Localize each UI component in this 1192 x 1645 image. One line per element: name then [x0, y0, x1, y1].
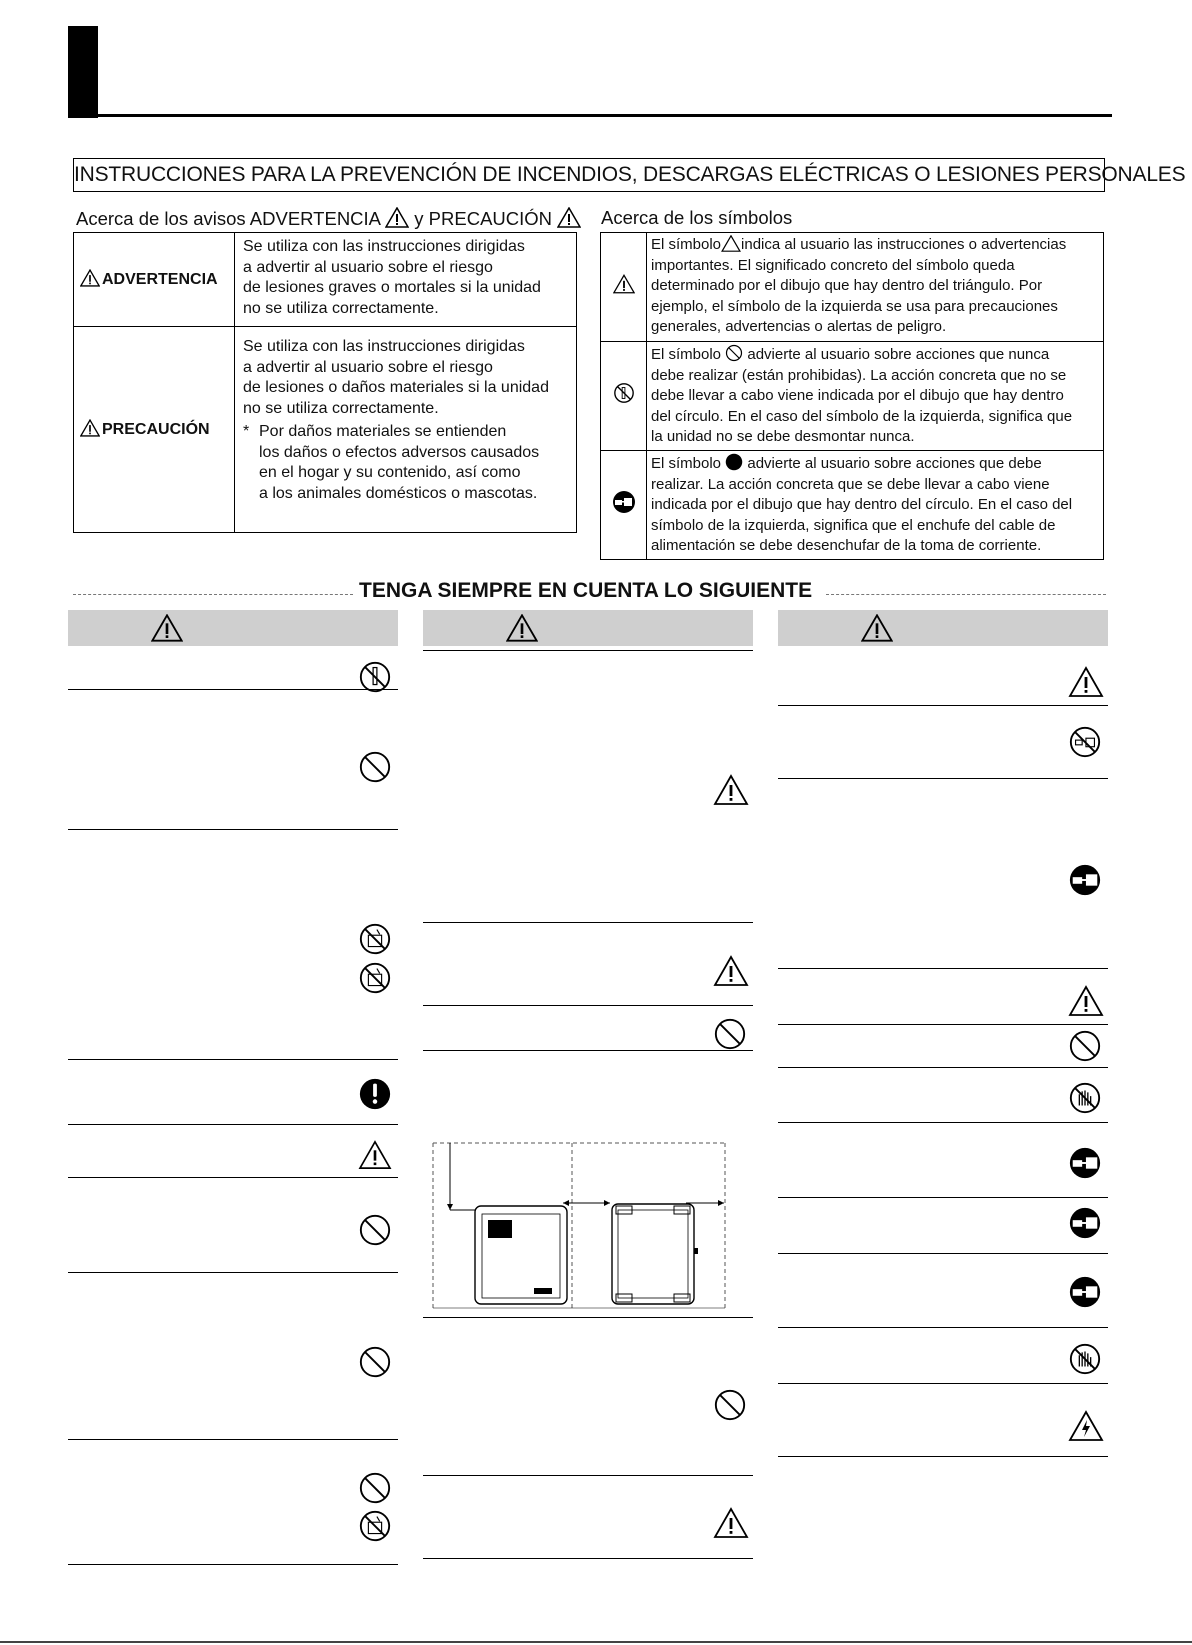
unplug-icon	[612, 490, 636, 514]
row-divider	[778, 968, 1108, 969]
caution-text-line: no se utiliza correctamente.	[243, 399, 439, 417]
row-divider	[778, 1197, 1108, 1198]
warning-triangle-icon	[713, 1507, 749, 1539]
row-divider	[68, 689, 398, 690]
sym-pre: El símbolo	[651, 455, 722, 472]
notices-heading-mid: y PRECAUCIÓN	[414, 208, 553, 229]
no-disassemble-icon	[358, 660, 392, 694]
header-rule	[68, 114, 1112, 117]
row-divider	[778, 1067, 1108, 1068]
row-divider	[423, 650, 753, 651]
caution-text-line: a advertir al usuario sobre el riesgo	[243, 358, 493, 376]
prohibited-icon	[358, 1471, 392, 1505]
row-divider	[423, 922, 753, 923]
row-divider	[68, 1564, 398, 1565]
no-wet-hands-icon	[1068, 1081, 1102, 1115]
prohibited-icon	[713, 1017, 747, 1051]
warning-triangle-icon	[713, 955, 749, 987]
notices-heading-pre: Acerca de los avisos ADVERTENCIA	[76, 208, 381, 229]
warning-triangle-icon	[80, 269, 100, 287]
warning-label: ADVERTENCIA	[102, 270, 218, 288]
caution-triangle-icon	[557, 207, 581, 228]
sym-line: debe llevar a cabo viene indicada por el dibujo que hay dentro	[651, 387, 1064, 405]
row-divider	[778, 1383, 1108, 1384]
sym-line: símbolo de la izquierda, significa que el enchufe del cable de	[651, 516, 1056, 534]
warning-triangle-icon	[861, 614, 893, 642]
sym-line: realizar. La acción concreta que se debe llevar a cabo viene	[651, 475, 1050, 493]
sym-pre: El símbolo	[651, 236, 722, 253]
caution-label-cell	[74, 327, 235, 533]
row-divider	[778, 705, 1108, 706]
triangle-outline-icon	[721, 235, 741, 252]
dashed-rule-right	[826, 594, 1106, 595]
row-divider	[778, 1456, 1108, 1457]
prohibited-icon	[358, 1345, 392, 1379]
row-divider	[68, 1059, 398, 1060]
sym-post: advierte al usuario sobre acciones que debe	[747, 455, 1042, 472]
caution-text	[235, 327, 577, 533]
no-water-icon	[358, 1509, 392, 1543]
sym-line: la unidad no se debe desmontar nunca.	[651, 428, 915, 446]
sym-line: del círculo. En el caso del símbolo de la izquierda, significa que	[651, 407, 1073, 425]
sym-line: indicada por el dibujo que hay dentro del círculo. En el caso del	[651, 496, 1073, 514]
sym-line: alimentación se debe desenchufar de la toma de corriente.	[651, 537, 1042, 555]
warning-triangle-icon	[1068, 666, 1104, 698]
symbol-icon-cell	[601, 451, 647, 560]
sym-pre: El símbolo	[651, 346, 722, 363]
note-star: *	[243, 423, 250, 440]
warning-label-cell	[74, 233, 235, 327]
caution-note-line: a los animales domésticos o mascotas.	[259, 484, 538, 502]
notices-table	[73, 232, 577, 533]
row-divider	[68, 829, 398, 830]
no-wet-hands-icon	[1068, 1342, 1102, 1376]
clearance-diagram	[430, 1138, 730, 1313]
warning-triangle-icon	[506, 614, 538, 642]
symbol-icon-cell	[601, 233, 647, 342]
no-unplug-wet-icon	[1068, 725, 1102, 759]
prohibited-outline-icon	[725, 344, 743, 362]
mandatory-icon	[358, 1077, 392, 1111]
warning-triangle-icon	[713, 774, 749, 806]
row-divider	[423, 1050, 753, 1051]
prohibited-icon	[713, 1388, 747, 1422]
row-divider	[68, 1272, 398, 1273]
row-divider	[778, 778, 1108, 779]
sym-line: importantes. El significado concreto del símbolo queda	[651, 256, 1015, 274]
warning-triangle-icon	[1068, 985, 1104, 1017]
warning-triangle-icon	[385, 207, 409, 228]
sym-line: generales, advertencias o alertas de peligro.	[651, 318, 947, 336]
no-water-icon	[358, 961, 392, 995]
symbol-prohibited-text	[647, 342, 1104, 451]
row-divider	[68, 1439, 398, 1440]
unplug-icon	[1068, 1206, 1102, 1240]
unplug-icon	[1068, 1146, 1102, 1180]
row-divider	[778, 1024, 1108, 1025]
dashed-rule-left	[73, 594, 353, 595]
main-title: INSTRUCCIONES PARA LA PREVENCIÓN DE INCENDIOS, DESCARGAS ELÉCTRICAS O LESIONES PERSONALES	[73, 158, 1105, 192]
row-divider	[68, 1177, 398, 1178]
row-divider	[778, 1253, 1108, 1254]
prohibited-icon	[358, 1213, 392, 1247]
no-disassemble-icon	[613, 382, 635, 404]
page-bottom-edge	[0, 1641, 1192, 1643]
row-divider	[778, 1327, 1108, 1328]
row-divider	[423, 1475, 753, 1476]
mandatory-filled-icon	[725, 453, 743, 471]
symbols-heading: Acerca de los símbolos	[601, 207, 793, 228]
row-divider	[423, 1317, 753, 1318]
sym-post: advierte al usuario sobre acciones que nunca	[747, 346, 1050, 363]
notices-heading	[76, 207, 581, 230]
caution-note-line: en el hogar y su contenido, así como	[259, 464, 521, 481]
sym-line: ejemplo, el símbolo de la izquierda se usa para precauciones	[651, 297, 1058, 315]
warning-triangle-icon	[358, 1140, 392, 1170]
always-title: TENGA SIEMPRE EN CUENTA LO SIGUIENTE	[359, 579, 813, 602]
no-water-icon	[358, 922, 392, 956]
prohibited-icon	[1068, 1029, 1102, 1063]
row-divider	[423, 1558, 753, 1559]
symbol-icon-cell	[601, 342, 647, 451]
prohibited-icon	[358, 750, 392, 784]
column-header-2	[423, 610, 753, 646]
caution-text-line: de lesiones o daños materiales si la unidad	[243, 379, 549, 396]
symbol-mandatory-text	[647, 451, 1104, 560]
sym-line: debe realizar (están prohibidas). La acción concreta que no se	[651, 366, 1067, 384]
electric-shock-icon	[1068, 1410, 1104, 1442]
symbols-table	[600, 232, 1104, 560]
warning-text-line: no se utiliza correctamente.	[243, 299, 439, 317]
caution-text-line: Se utiliza con las instrucciones dirigidas	[243, 338, 525, 355]
warning-triangle-icon	[613, 274, 635, 294]
unplug-icon	[1068, 1275, 1102, 1309]
warning-text-line: a advertir al usuario sobre el riesgo	[243, 258, 493, 276]
caution-note-line: los daños o efectos adversos causados	[259, 443, 540, 461]
row-divider	[423, 1005, 753, 1006]
sym-line: determinado por el dibujo que hay dentro del triángulo. Por	[651, 277, 1043, 295]
warning-text-line: de lesiones graves o mortales si la unidad	[243, 279, 541, 296]
caution-note-line: Por daños materiales se entienden	[259, 423, 507, 440]
warning-text	[235, 233, 577, 327]
column-header-1	[68, 610, 398, 646]
sym-post: indica al usuario las instrucciones o advertencias	[741, 236, 1067, 253]
caution-label: PRECAUCIÓN	[102, 420, 210, 438]
symbol-triangle-text	[647, 233, 1104, 342]
row-divider	[778, 1122, 1108, 1123]
warning-triangle-icon	[151, 614, 183, 642]
row-divider	[68, 1124, 398, 1125]
column-header-3	[778, 610, 1108, 646]
warning-text-line: Se utiliza con las instrucciones dirigidas	[243, 238, 525, 255]
caution-triangle-icon	[80, 419, 100, 437]
unplug-icon	[1068, 863, 1102, 897]
caution-note	[243, 422, 568, 504]
header-block	[68, 26, 98, 118]
